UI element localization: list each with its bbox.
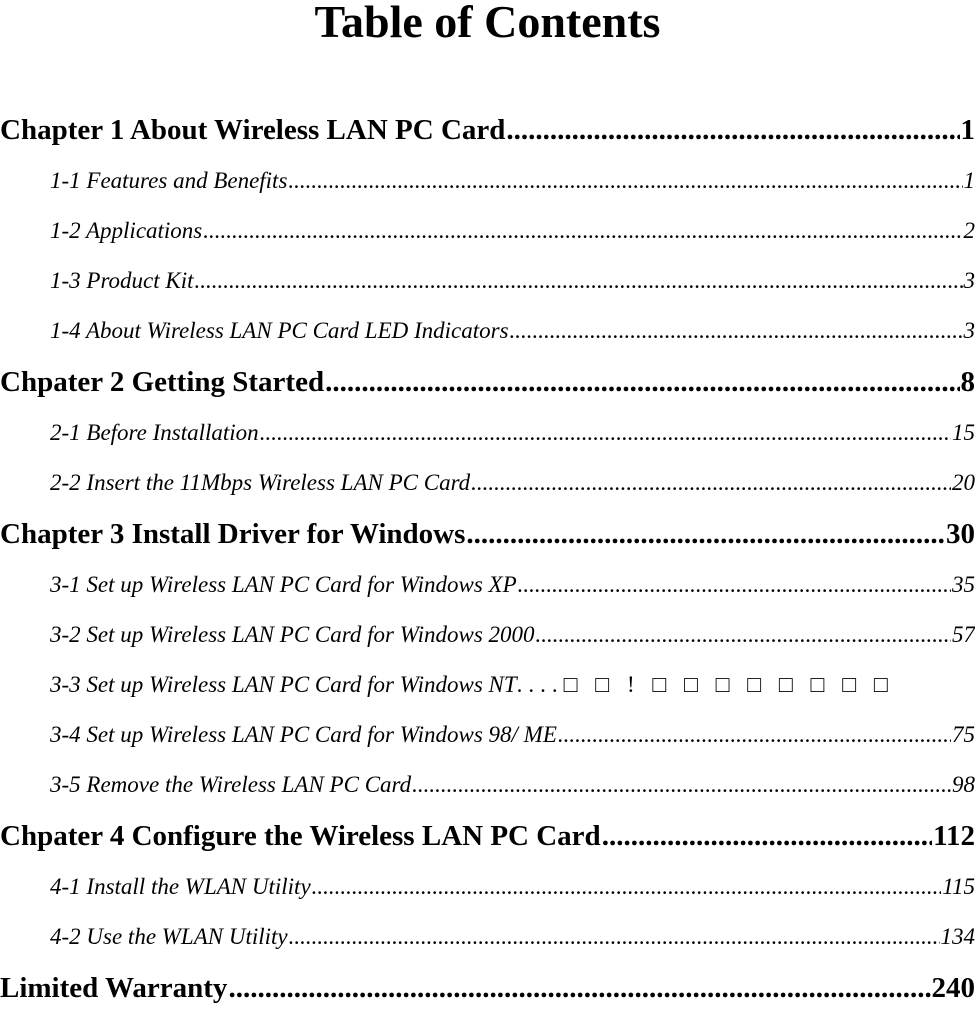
toc-page-number: 240 [932,962,975,1014]
dot-leader [518,560,951,610]
toc-entry[interactable] [0,356,975,408]
dot-leader [466,508,945,560]
dot-leader [195,256,963,306]
toc-page-number: 30 [946,508,975,560]
toc-entry[interactable] [0,560,975,610]
dot-leader [312,862,942,912]
toc-entry-label: 1-2 Applications [50,206,202,256]
toc-entry[interactable] [0,256,975,306]
toc-entry-label: Limited Warranty [0,962,227,1014]
toc-page-number: 98 [952,760,975,810]
toc-entry-label: 1-4 About Wireless LAN PC Card LED Indicators [50,306,509,356]
toc-entry-label: Chapter 1 About Wireless LAN PC Card [0,104,505,156]
dot-leader [289,912,940,962]
dot-leader [506,104,959,156]
toc-entry-label: 1-1 Features and Benefits [50,156,287,206]
toc-entry[interactable] [0,962,975,1014]
toc-entry[interactable] [0,104,975,156]
dot-leader [602,810,932,862]
toc-entry-label: 1-3 Product Kit [50,256,194,306]
toc-entry[interactable] [0,660,975,710]
toc-entry-label: 4-2 Use the WLAN Utility [50,912,288,962]
toc-page-number: 3 [964,306,975,356]
toc-page-number: 35 [952,560,975,610]
toc-entry[interactable] [0,508,975,560]
toc-entry-label: Chpater 2 Getting Started [0,356,324,408]
toc-entry-label: 3-2 Set up Wireless LAN PC Card for Windows 2000 [50,610,535,660]
toc-page-number: 75 [952,710,975,760]
toc-entry-label: 2-2 Insert the 11Mbps Wireless LAN PC Card [50,458,470,508]
dot-leader [412,760,951,810]
toc-entry[interactable] [0,862,975,912]
toc-page-number: 1 [964,156,975,206]
toc-entry[interactable] [0,710,975,760]
toc-entry[interactable] [0,206,975,256]
dot-leader [558,710,951,760]
toc-page-number: 112 [933,810,975,862]
toc-page-number: 134 [941,912,975,962]
toc-page-number: 20 [952,458,975,508]
dot-leader [510,306,963,356]
page-title: Table of Contents [0,0,975,44]
toc-entry[interactable] [0,408,975,458]
toc-page-number: 15 [952,408,975,458]
toc-entry[interactable] [0,156,975,206]
toc-entry[interactable] [0,760,975,810]
toc-entry[interactable] [0,306,975,356]
toc-entry-label: 3-1 Set up Wireless LAN PC Card for Windows XP [50,560,517,610]
toc-page-number: 3 [964,256,975,306]
toc-entry-label: Chapter 3 Install Driver for Windows [0,508,465,560]
toc-page-number: 8 [961,356,975,408]
dot-leader [288,156,962,206]
toc-page-number: 1 [961,104,975,156]
dot-leader [536,610,951,660]
dot-leader [228,962,930,1014]
toc-entry[interactable] [0,912,975,962]
toc-entry[interactable] [0,810,975,862]
broken-reference-text: ....□ □ ! □ □ □ □ □ □ □ □ [517,660,894,710]
toc-page-number: 2 [964,206,975,256]
toc-entry-label: 2-1 Before Installation [50,408,259,458]
toc-entry[interactable] [0,610,975,660]
table-of-contents [0,104,975,1014]
toc-entry-label: 3-4 Set up Wireless LAN PC Card for Windows 98/ ME [50,710,557,760]
dot-leader [203,206,962,256]
toc-page-number: 115 [942,862,975,912]
toc-entry-label: Chpater 4 Configure the Wireless LAN PC Card [0,810,601,862]
toc-entry-label: 4-1 Install the WLAN Utility [50,862,311,912]
toc-entry[interactable] [0,458,975,508]
toc-page-number: 57 [952,610,975,660]
dot-leader [325,356,959,408]
toc-entry-label: 3-3 Set up Wireless LAN PC Card for Windows NT [50,660,517,710]
toc-entry-label: 3-5 Remove the Wireless LAN PC Card [50,760,411,810]
dot-leader [471,458,951,508]
dot-leader [260,408,951,458]
